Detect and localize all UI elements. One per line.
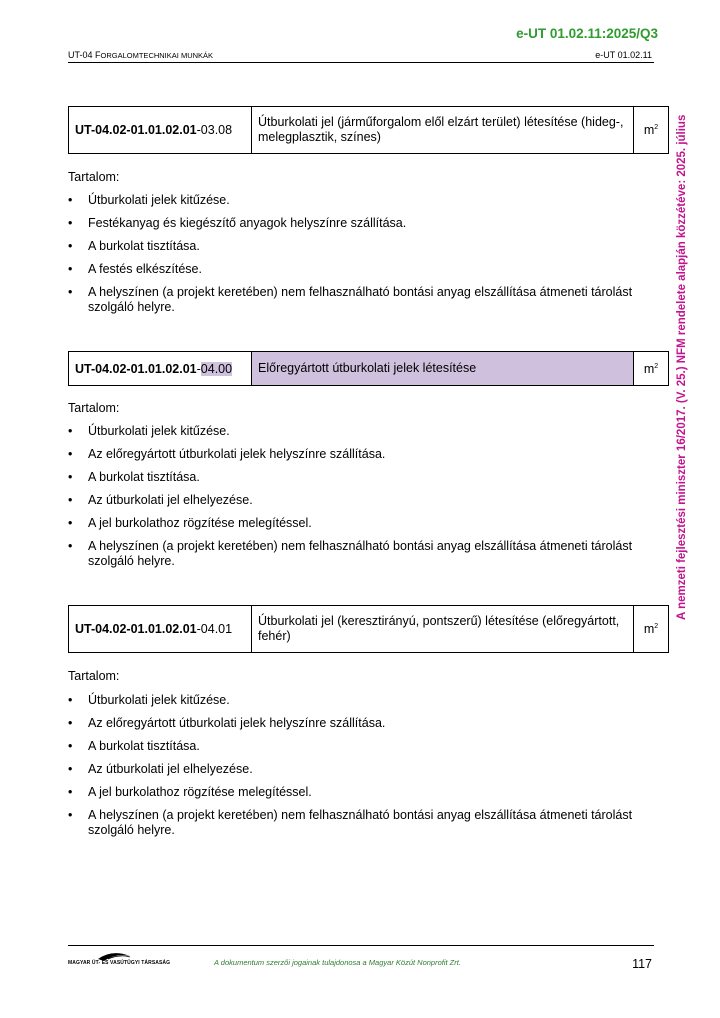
bullet-icon: •	[68, 808, 73, 822]
content-label: Tartalom:	[68, 170, 120, 184]
item-title: Útburkolati jel (járműforgalom elől elzárt terület) létesítése (hideg-, melegplasztik, színes)	[252, 107, 634, 154]
list-item-text: Útburkolati jelek kitűzése.	[88, 193, 230, 207]
item-code-main: UT-04.02-01.01.02.01	[75, 622, 197, 636]
chapter-header-smallcaps: ORGALOMTECHNIKAI MUNKÁK	[100, 51, 214, 60]
list-item-text: A helyszínen (a projekt keretében) nem felhasználható bontási anyag elszállítása átmeneti tárolást szolgáló helyre.	[88, 285, 633, 314]
item-code-suffix: -	[196, 361, 201, 376]
list-item-text: A festés elkészítése.	[88, 262, 202, 276]
item-table-2	[68, 351, 669, 386]
list-item	[68, 285, 648, 315]
item-code-highlight: 04.00	[200, 361, 233, 376]
list-item-text: Festékanyag és kiegészítő anyagok helyszínre szállítása.	[88, 216, 407, 230]
list-item-text: A burkolat tisztítása.	[88, 239, 200, 253]
bullet-icon: •	[68, 739, 73, 753]
bullet-icon: •	[68, 785, 73, 799]
list-item-text: A jel burkolathoz rögzítése melegítéssel.	[88, 785, 312, 799]
list-item	[68, 693, 648, 708]
list-item-text: Az útburkolati jel elhelyezése.	[88, 493, 253, 507]
list-item	[68, 516, 648, 531]
doc-reference: e-UT 01.02.11	[595, 50, 652, 60]
bullet-icon: •	[68, 285, 73, 299]
list-item	[68, 447, 648, 462]
list-item	[68, 470, 648, 485]
item-code	[69, 606, 252, 653]
publication-side-note: A nemzeti fejlesztési miniszter 16/2017. (V. 25.) NFM rendelete alapján közzétéve: 2025. július	[676, 114, 688, 620]
unit-exponent: 2	[654, 362, 659, 370]
bullet-icon: •	[68, 239, 73, 253]
item-unit	[634, 606, 669, 653]
list-item	[68, 262, 648, 277]
content-list-1	[68, 193, 648, 323]
list-item	[68, 808, 648, 838]
list-item	[68, 762, 648, 777]
list-item-text: Az előregyártott útburkolati jelek helyszínre szállítása.	[88, 447, 386, 461]
list-item-text: A helyszínen (a projekt keretében) nem felhasználható bontási anyag elszállítása átmeneti tárolást szolgáló helyre.	[88, 808, 633, 837]
list-item	[68, 716, 648, 731]
list-item	[68, 193, 648, 208]
item-code	[69, 352, 252, 386]
bullet-icon: •	[68, 693, 73, 707]
bullet-icon: •	[68, 539, 73, 553]
item-table-3	[68, 605, 669, 653]
content-label: Tartalom:	[68, 401, 120, 415]
bullet-icon: •	[68, 447, 73, 461]
list-item-text: Az előregyártott útburkolati jelek helyszínre szállítása.	[88, 716, 386, 730]
header-rule	[68, 62, 654, 63]
bullet-icon: •	[68, 762, 73, 776]
list-item	[68, 216, 648, 231]
item-code	[69, 107, 252, 154]
page-number: 117	[632, 957, 652, 971]
unit-base: m	[643, 123, 655, 137]
item-unit	[634, 352, 669, 386]
item-code-main: UT-04.02-01.01.02.01	[75, 361, 197, 376]
content-list-3	[68, 693, 648, 846]
list-item-text: A jel burkolathoz rögzítése melegítéssel.	[88, 516, 312, 530]
list-item	[68, 493, 648, 508]
item-title: Útburkolati jel (keresztirányú, pontszerű) létesítése (előregyártott, fehér)	[252, 606, 634, 653]
bullet-icon: •	[68, 193, 73, 207]
unit-exponent: 2	[654, 622, 659, 630]
unit-base: m	[643, 622, 655, 636]
list-item	[68, 785, 648, 800]
item-code-suffix: -04.01	[196, 622, 233, 636]
item-table-1	[68, 106, 669, 154]
bullet-icon: •	[68, 470, 73, 484]
document-code: e-UT 01.02.11:2025/Q3	[516, 26, 658, 41]
bullet-icon: •	[68, 716, 73, 730]
bullet-icon: •	[68, 262, 73, 276]
bullet-icon: •	[68, 216, 73, 230]
item-title: Előregyártott útburkolati jelek létesítése	[252, 352, 634, 386]
list-item	[68, 239, 648, 254]
society-logo-text: MAGYAR ÚT- ÉS VASÚTÜGYI TÁRSASÁG	[68, 960, 171, 966]
copyright-notice: A dokumentum szerzői jogainak tulajdonosa a Magyar Közút Nonprofit Zrt.	[214, 958, 461, 967]
footer-rule	[68, 945, 654, 946]
item-unit	[634, 107, 669, 154]
list-item-text: Útburkolati jelek kitűzése.	[88, 693, 230, 707]
content-list-2	[68, 424, 648, 577]
bullet-icon: •	[68, 493, 73, 507]
list-item-text: A burkolat tisztítása.	[88, 470, 200, 484]
unit-base: m	[643, 361, 655, 376]
list-item-text: Útburkolati jelek kitűzése.	[88, 424, 230, 438]
list-item	[68, 539, 648, 569]
list-item-text: A helyszínen (a projekt keretében) nem felhasználható bontási anyag elszállítása átmeneti tárolást szolgáló helyre.	[88, 539, 633, 568]
content-label: Tartalom:	[68, 669, 120, 683]
bullet-icon: •	[68, 516, 73, 530]
unit-exponent: 2	[654, 123, 659, 131]
chapter-header-prefix: UT-04 F	[68, 50, 101, 60]
item-code-suffix: -03.08	[196, 123, 233, 137]
list-item	[68, 739, 648, 754]
list-item-text: Az útburkolati jel elhelyezése.	[88, 762, 253, 776]
item-code-main: UT-04.02-01.01.02.01	[75, 123, 197, 137]
list-item	[68, 424, 648, 439]
list-item-text: A burkolat tisztítása.	[88, 739, 200, 753]
chapter-header	[68, 50, 213, 60]
bullet-icon: •	[68, 424, 73, 438]
